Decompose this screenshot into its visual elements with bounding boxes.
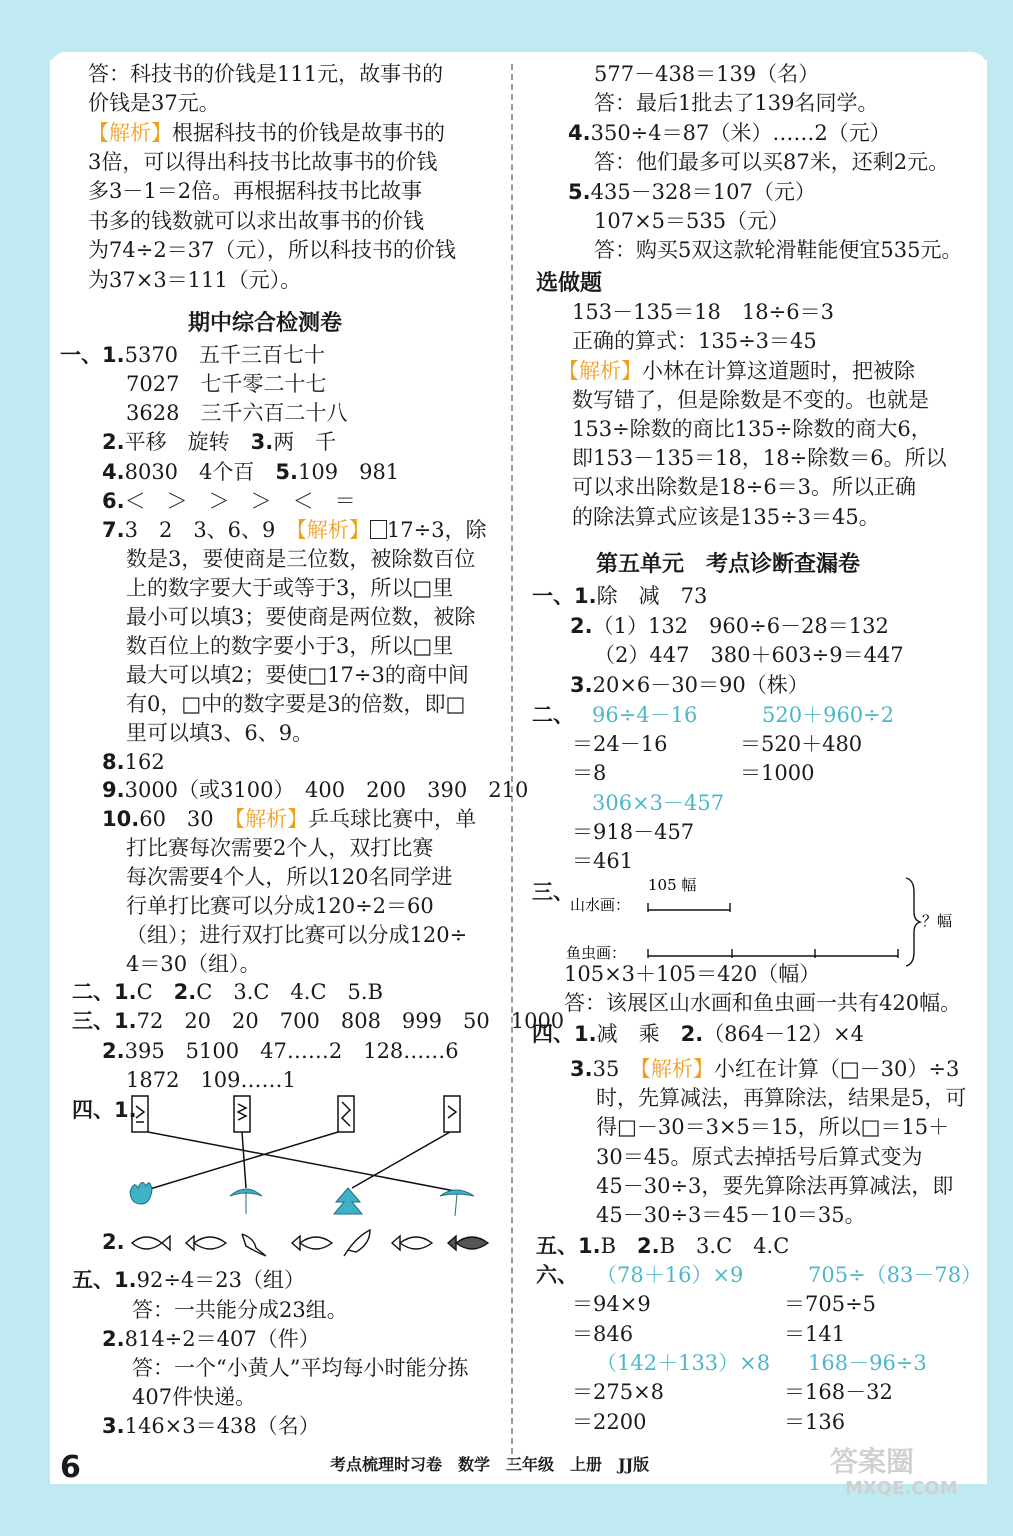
right-line bbox=[536, 1232, 789, 1261]
line-text: 数百位上的数字要小于3，所以□里 bbox=[126, 634, 454, 658]
view-card-1 bbox=[132, 1096, 148, 1132]
line-text: 数写错了，但是除数是不变的。也就是 bbox=[572, 388, 929, 412]
line-text: 为74÷2＝37（元），所以科技书的价钱 bbox=[88, 238, 456, 262]
left-line bbox=[126, 719, 313, 748]
right-line bbox=[572, 1378, 664, 1407]
right-line bbox=[808, 1349, 927, 1378]
question-number: 4. bbox=[102, 460, 125, 484]
line-text: ＝705÷5 bbox=[784, 1292, 877, 1316]
diagram-label-105: 105 幅 bbox=[648, 876, 697, 894]
right-line bbox=[784, 1320, 845, 1349]
line-text: 答：购买5双这款轮滑鞋能便宜535元。 bbox=[594, 238, 963, 262]
line-text: 乒乓球比赛中，单 bbox=[308, 807, 477, 831]
line-text: 72 20 20 700 808 999 50 1000 bbox=[136, 1009, 565, 1033]
fish-icon-6 bbox=[392, 1236, 432, 1250]
left-line bbox=[102, 1325, 320, 1354]
right-line bbox=[784, 1378, 893, 1407]
left-line bbox=[88, 236, 456, 265]
left-line bbox=[88, 148, 437, 177]
line-text: 45－30÷3，要先算除法再算减法，即 bbox=[596, 1174, 954, 1198]
palm-icon bbox=[230, 1189, 262, 1214]
line-text: 数是3，要使商是三位数，被除数百位 bbox=[126, 547, 476, 571]
line-text: 答：一个“小黄人”平均每小时能分拣 bbox=[132, 1356, 469, 1380]
question-number: 一、1. bbox=[60, 343, 125, 367]
right-line bbox=[594, 89, 878, 118]
left-line bbox=[72, 978, 383, 1007]
right-line bbox=[594, 60, 819, 89]
left-line bbox=[132, 1383, 256, 1412]
right-line bbox=[572, 298, 834, 327]
question-number: 2. bbox=[637, 1234, 660, 1258]
line-text: 得□－30＝3×5＝15，所以□＝15＋ bbox=[596, 1115, 950, 1139]
line-text: 577－438＝139（名） bbox=[594, 62, 820, 86]
left-line bbox=[126, 690, 465, 719]
right-line bbox=[594, 641, 904, 670]
right-line bbox=[570, 671, 809, 700]
left-line bbox=[102, 458, 399, 487]
right-line bbox=[564, 989, 961, 1018]
line-text: 520＋960÷2 bbox=[762, 703, 895, 727]
question-number: 2. bbox=[102, 1327, 125, 1351]
match-line-4 bbox=[352, 1132, 450, 1188]
analysis-tag: 【解析】 bbox=[558, 359, 642, 383]
right-line bbox=[784, 1290, 876, 1319]
right-line bbox=[592, 701, 697, 730]
page-border-top bbox=[0, 0, 1013, 60]
diagram-label-yuchong: 鱼虫画： bbox=[566, 944, 627, 962]
right-line bbox=[536, 1261, 578, 1290]
right-line bbox=[536, 269, 602, 298]
right-line bbox=[532, 1020, 864, 1049]
line-text: 60 30 bbox=[139, 807, 235, 831]
fish-icon-4 bbox=[292, 1236, 332, 1250]
left-line bbox=[88, 119, 445, 148]
fish-icon-2 bbox=[186, 1236, 226, 1250]
line-text: 435－328＝107（元） bbox=[590, 180, 816, 204]
page-border-right bbox=[987, 0, 1013, 1536]
question-number: 二、 bbox=[532, 703, 574, 727]
tree-icon bbox=[334, 1188, 362, 1214]
right-line bbox=[572, 1408, 646, 1437]
right-line bbox=[596, 1113, 949, 1142]
line-text: 有0，□中的数字要是3的倍数，即□ bbox=[126, 692, 466, 716]
line-text: （78＋16）×9 bbox=[596, 1263, 744, 1287]
line-text: （864－12）×4 bbox=[703, 1022, 864, 1046]
right-line bbox=[572, 415, 932, 444]
fish-icon-3 bbox=[242, 1234, 266, 1256]
column-divider bbox=[511, 64, 513, 1464]
line-text: 105×3＋105＝420（幅） bbox=[564, 962, 821, 986]
line-text: ＝275×8 bbox=[572, 1380, 665, 1404]
right-line bbox=[572, 1320, 633, 1349]
line-text: 5370 五千三百七十 bbox=[124, 343, 326, 367]
line-text: 答：该展区山水画和鱼虫画一共有420幅。 bbox=[564, 991, 962, 1015]
line-text: ＝846 bbox=[572, 1322, 634, 1346]
line-text: 正确的算式：135÷3＝45 bbox=[572, 329, 817, 353]
line-text: 3 2 3、6、9 bbox=[124, 518, 297, 542]
left-line bbox=[88, 207, 424, 236]
line-text: ＝94×9 bbox=[572, 1292, 651, 1316]
right-line bbox=[564, 960, 820, 989]
line-text: 96÷4－16 bbox=[592, 703, 698, 727]
line-text: 即153－135＝18，18÷除数＝6。所以 bbox=[572, 446, 947, 470]
right-line bbox=[558, 357, 915, 386]
right-line bbox=[596, 1143, 922, 1172]
question-number: 五、1. bbox=[536, 1234, 601, 1258]
question-number: 2. bbox=[570, 614, 593, 638]
question-number: 一、1. bbox=[532, 584, 597, 608]
right-line bbox=[570, 1055, 959, 1084]
line-text: 153÷除数的商比135÷除数的商大6， bbox=[572, 417, 932, 441]
line-text: 答：科技书的价钱是111元，故事书的 bbox=[88, 62, 444, 86]
line-text: 上的数字要大于或等于3，所以□里 bbox=[126, 576, 454, 600]
analysis-tag: 【解析】 bbox=[234, 807, 309, 831]
left-line bbox=[102, 748, 165, 777]
analysis-tag: 【解析】 bbox=[640, 1057, 714, 1081]
line-text: 小林在计算这道题时，把被除 bbox=[642, 359, 915, 383]
left-line bbox=[72, 1007, 564, 1036]
line-text: 705÷（83－78） bbox=[808, 1263, 983, 1287]
left-line bbox=[102, 1228, 125, 1257]
question-number: 5. bbox=[275, 460, 298, 484]
left-line bbox=[72, 1266, 305, 1295]
question-number: 2. bbox=[102, 1230, 125, 1254]
analysis-tag: 【解析】 bbox=[296, 518, 370, 542]
footer-book-title: 考点梳理时习卷 数学 三年级 上册 JJ版 bbox=[330, 1455, 650, 1474]
question-number: 五、1. bbox=[72, 1268, 137, 1292]
match-line-1 bbox=[148, 1132, 460, 1192]
right-line bbox=[596, 1084, 966, 1113]
left-line bbox=[126, 574, 453, 603]
left-line bbox=[102, 487, 356, 516]
right-line bbox=[596, 1349, 770, 1378]
line-text: 最大可以填2；要使□17÷3的商中间 bbox=[126, 663, 469, 687]
right-line bbox=[596, 550, 860, 579]
left-line bbox=[126, 892, 434, 921]
left-line bbox=[102, 805, 476, 834]
question-number: 二、1. bbox=[72, 980, 137, 1004]
line-text: 里可以填3、6、9。 bbox=[126, 721, 314, 745]
line-text: 时，先算减法，再算除法，结果是5，可 bbox=[596, 1086, 967, 1110]
right-line bbox=[570, 612, 889, 641]
line-text: ＝141 bbox=[784, 1322, 846, 1346]
line-text: ＝168－32 bbox=[784, 1380, 893, 1404]
fish-icon-7 bbox=[448, 1236, 488, 1250]
line-text: 多3－1＝2倍。再根据科技书比故事 bbox=[88, 179, 423, 203]
line-text: 350÷4＝87（米）……2（元） bbox=[590, 121, 891, 145]
right-line bbox=[596, 1201, 866, 1230]
line-text: 答：最后1批去了139名同学。 bbox=[594, 91, 879, 115]
line-text: 395 5100 47……2 128……6 bbox=[124, 1039, 459, 1063]
line-text: 两 千 bbox=[273, 430, 337, 454]
right-line bbox=[572, 386, 929, 415]
line-text: ＝136 bbox=[784, 1410, 846, 1434]
right-line bbox=[572, 730, 667, 759]
line-text: 146×3＝438（名） bbox=[124, 1414, 320, 1438]
diagram-label-total: ？幅 bbox=[922, 912, 953, 930]
question-number: 四、1. bbox=[72, 1098, 137, 1122]
page-border-left bbox=[0, 0, 50, 1536]
line-text: 92÷4＝23（组） bbox=[136, 1268, 305, 1292]
line-text: 为37×3＝111（元）。 bbox=[88, 268, 302, 292]
line-text: 407件快递。 bbox=[132, 1385, 257, 1409]
question-number: 3. bbox=[102, 1414, 125, 1438]
right-line bbox=[572, 759, 606, 788]
right-line bbox=[594, 148, 949, 177]
right-line bbox=[808, 1261, 982, 1290]
question-number: 5. bbox=[568, 180, 591, 204]
question-number: 2. bbox=[173, 980, 197, 1004]
question-number: 2. bbox=[102, 1039, 125, 1063]
line-text: 小红在计算（□－30）÷3 bbox=[713, 1057, 960, 1081]
left-line bbox=[126, 370, 326, 399]
line-text: ＝8 bbox=[572, 761, 607, 785]
blank-box bbox=[370, 520, 387, 539]
section-heading: 第五单元 考点诊断查漏卷 bbox=[596, 552, 861, 577]
page-number: 6 bbox=[60, 1450, 81, 1485]
section-heading: 期中综合检测卷 bbox=[188, 311, 343, 336]
left-line bbox=[126, 545, 475, 574]
right-line bbox=[572, 503, 880, 532]
right-line bbox=[762, 701, 894, 730]
question-number: 3. bbox=[570, 673, 593, 697]
line-segment-diagram bbox=[560, 874, 970, 964]
right-line bbox=[572, 473, 916, 502]
line-text: ＝2200 bbox=[572, 1410, 647, 1434]
left-line bbox=[88, 89, 220, 118]
line-text: B 3.C 4.C bbox=[659, 1234, 790, 1258]
line-text: 打比赛每次需要2个人，双打比赛 bbox=[126, 836, 434, 860]
object-icons bbox=[130, 1182, 474, 1216]
line-text: （组）；进行双打比赛可以分成120÷ bbox=[126, 923, 468, 947]
watermark-logo: 答案圈 bbox=[830, 1445, 915, 1478]
line-text: 814÷2＝407（件） bbox=[124, 1327, 320, 1351]
line-text: 的除法算式应该是135÷3＝45。 bbox=[572, 505, 880, 529]
left-line bbox=[126, 921, 467, 950]
left-line bbox=[60, 341, 325, 370]
question-number: 6. bbox=[102, 489, 125, 513]
line-text: 1872 109……1 bbox=[126, 1068, 296, 1092]
matching-figure bbox=[120, 1092, 490, 1224]
left-line bbox=[88, 60, 443, 89]
left-line bbox=[126, 834, 433, 863]
question-number: 7. bbox=[102, 518, 125, 542]
right-line bbox=[532, 701, 574, 730]
left-line bbox=[102, 428, 336, 457]
tulip-icon bbox=[130, 1182, 152, 1204]
question-number: 9. bbox=[102, 778, 125, 802]
right-line bbox=[572, 444, 947, 473]
left-line bbox=[88, 177, 422, 206]
right-line bbox=[532, 582, 707, 611]
question-number: 三、 bbox=[532, 880, 574, 904]
line-text: 168－96÷3 bbox=[808, 1351, 927, 1375]
line-text: 306×3－457 bbox=[592, 791, 725, 815]
line-text: 3倍，可以得出科技书比故事书的价钱 bbox=[88, 150, 438, 174]
left-line bbox=[132, 1354, 468, 1383]
line-text: 153－135＝18 18÷6＝3 bbox=[572, 300, 834, 324]
line-text: 平移 旋转 bbox=[124, 430, 251, 454]
left-line bbox=[132, 1296, 348, 1325]
line-text: 35 bbox=[592, 1057, 641, 1081]
palm-tree-icon bbox=[440, 1190, 474, 1216]
left-line bbox=[126, 950, 261, 979]
left-line bbox=[126, 1066, 296, 1095]
right-line bbox=[784, 1408, 845, 1437]
line-text: ＝1000 bbox=[740, 761, 815, 785]
line-text: （1）132 960÷6－28＝132 bbox=[592, 614, 889, 638]
right-line bbox=[740, 730, 862, 759]
question-number: 2. bbox=[102, 430, 125, 454]
fish-row bbox=[130, 1228, 490, 1258]
view-card-4 bbox=[444, 1096, 460, 1132]
right-line bbox=[596, 1261, 743, 1290]
line-text: （142＋133）×8 bbox=[596, 1351, 771, 1375]
right-line bbox=[572, 818, 694, 847]
left-line bbox=[88, 266, 301, 295]
left-line bbox=[126, 863, 452, 892]
question-number: 2. bbox=[680, 1022, 704, 1046]
line-text: 除 减 73 bbox=[596, 584, 708, 608]
question-number: 六、 bbox=[536, 1263, 578, 1287]
line-text: 根据科技书的价钱是故事书的 bbox=[172, 121, 445, 145]
line-text: 4＝30（组）。 bbox=[126, 952, 261, 976]
line-text: （2）447 380＋603÷9＝447 bbox=[594, 643, 904, 667]
line-text: 书多的钱数就可以求出故事书的价钱 bbox=[88, 209, 424, 233]
right-line bbox=[568, 119, 891, 148]
line-text: C bbox=[136, 980, 174, 1004]
question-number: 8. bbox=[102, 750, 125, 774]
right-line bbox=[572, 327, 817, 356]
question-number: 3. bbox=[250, 430, 274, 454]
diagram-label-shanshui: 山水画： bbox=[570, 896, 631, 914]
line-text: B bbox=[600, 1234, 638, 1258]
line-text: 30＝45。原式去掉括号后算式变为 bbox=[596, 1145, 923, 1169]
left-line bbox=[126, 632, 453, 661]
left-line bbox=[102, 516, 487, 545]
question-number: 四、1. bbox=[532, 1022, 597, 1046]
line-text: 行单打比赛可以分成120÷2＝60 bbox=[126, 894, 434, 918]
line-text: ＜ ＞ ＞ ＞ ＜ ＝ bbox=[124, 489, 356, 513]
question-number: 三、1. bbox=[72, 1009, 137, 1033]
left-line bbox=[102, 776, 528, 805]
right-line bbox=[740, 759, 814, 788]
right-line bbox=[572, 1290, 651, 1319]
line-text: 109 981 bbox=[298, 460, 400, 484]
line-text: 7027 七千零二十七 bbox=[126, 372, 327, 396]
line-text: 107×5＝535（元） bbox=[594, 209, 790, 233]
match-line-3 bbox=[140, 1132, 338, 1192]
left-line bbox=[102, 1037, 459, 1066]
line-text: ＝24－16 bbox=[572, 732, 668, 756]
question-number: 4. bbox=[568, 121, 591, 145]
watermark-url: MXQE.COM bbox=[845, 1478, 958, 1499]
left-line bbox=[126, 399, 347, 428]
line-text: 答：一共能分成23组。 bbox=[132, 1298, 348, 1322]
line-text: ＝918－457 bbox=[572, 820, 695, 844]
line-text: 减 乘 bbox=[596, 1022, 681, 1046]
fish-icon-1 bbox=[132, 1236, 170, 1250]
left-line bbox=[126, 661, 469, 690]
section-heading: 选做题 bbox=[536, 271, 603, 296]
line-text: ＝461 bbox=[572, 849, 634, 873]
line-text: 价钱是37元。 bbox=[88, 91, 220, 115]
analysis-tag: 【解析】 bbox=[88, 121, 172, 145]
question-number: 10. bbox=[102, 807, 140, 831]
line-text: 每次需要4个人，所以120名同学进 bbox=[126, 865, 453, 889]
left-line bbox=[102, 1412, 320, 1441]
left-line bbox=[188, 309, 342, 338]
fish-icon-5 bbox=[344, 1230, 370, 1256]
line-text: 17÷3，除 bbox=[386, 518, 487, 542]
question-number: 3. bbox=[570, 1057, 593, 1081]
line-text: 3628 三千六百二十八 bbox=[126, 401, 348, 425]
right-line bbox=[572, 847, 633, 876]
line-text: 8030 4个百 bbox=[124, 460, 276, 484]
line-text: 162 bbox=[124, 750, 165, 774]
right-line bbox=[594, 236, 962, 265]
line-text: 3000（或3100） 400 200 390 210 bbox=[124, 778, 529, 802]
right-line bbox=[592, 789, 724, 818]
line-text: 可以求出除数是18÷6＝3。所以正确 bbox=[572, 475, 917, 499]
left-line bbox=[126, 603, 475, 632]
line-text: 最小可以填3；要使商是两位数，被除 bbox=[126, 605, 476, 629]
line-text: 答：他们最多可以买87米，还剩2元。 bbox=[594, 150, 950, 174]
line-text: C 3.C 4.C 5.B bbox=[196, 980, 384, 1004]
line-text: ＝520＋480 bbox=[740, 732, 863, 756]
right-line bbox=[596, 1172, 953, 1201]
line-text: 20×6－30＝90（株） bbox=[592, 673, 809, 697]
line-text: 45－30÷3＝45－10＝35。 bbox=[596, 1203, 866, 1227]
right-line bbox=[594, 207, 789, 236]
right-line bbox=[568, 178, 816, 207]
